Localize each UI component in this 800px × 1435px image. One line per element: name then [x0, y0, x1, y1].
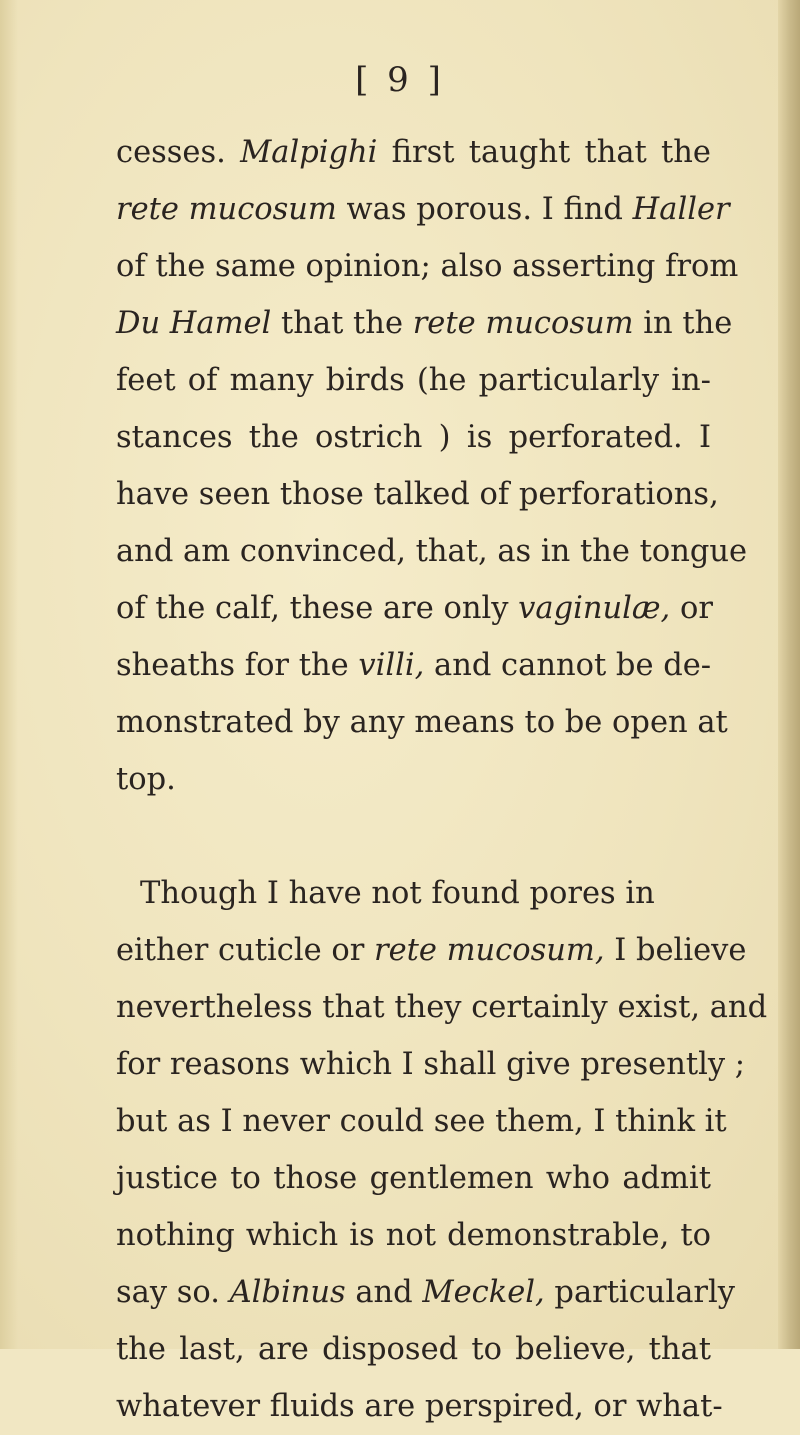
italic-term: Malpighi: [240, 135, 378, 170]
text-line: [116, 238, 739, 295]
text-run: first taught that the: [377, 135, 711, 170]
text-run: of the calf, these are only: [116, 591, 519, 626]
italic-term: vaginulæ,: [518, 591, 671, 626]
text-line: [116, 1378, 723, 1435]
text-line: [116, 751, 711, 808]
text-run: or: [670, 591, 713, 626]
text-line: [116, 1207, 711, 1264]
text-line: [116, 580, 711, 637]
body-text: [116, 124, 768, 1435]
text-line: [116, 1150, 711, 1207]
text-line: [116, 637, 711, 694]
italic-term: Albinus: [229, 1275, 346, 1310]
text-run: whatever fluids are perspired, or what-: [116, 1389, 723, 1424]
page-number: [ 9 ]: [355, 60, 445, 100]
paragraph-2: [116, 865, 768, 1435]
text-line: [116, 124, 711, 181]
text-run: that the: [271, 306, 413, 341]
text-run: of the same opinion; also asserting from: [116, 249, 739, 284]
text-line: [116, 181, 730, 238]
text-line: [116, 1093, 727, 1150]
text-run: cesses.: [116, 135, 241, 170]
text-run: and: [345, 1275, 423, 1310]
text-line: [116, 694, 728, 751]
text-line: [116, 1036, 746, 1093]
text-run: nevertheless that they certainly exist, and: [116, 990, 768, 1025]
text-run: feet of many birds (he particularly in-: [116, 363, 711, 398]
text-line: [116, 1264, 735, 1321]
text-run: sheaths for the: [116, 648, 359, 683]
text-line: [116, 523, 748, 580]
text-run: particularly: [544, 1275, 735, 1310]
text-line: [116, 352, 711, 409]
text-line: [116, 865, 711, 922]
paragraph-1: [116, 124, 748, 808]
text-run: Though I have not found pores in: [140, 876, 655, 911]
text-run: and cannot be de-: [424, 648, 712, 683]
text-line: [116, 979, 768, 1036]
text-run: the last, are disposed to believe, that: [116, 1332, 711, 1367]
text-line: [116, 409, 711, 466]
italic-term: Meckel,: [422, 1275, 545, 1310]
text-run: in the: [633, 306, 733, 341]
page-edge-shadow: [778, 0, 800, 1349]
text-run: top.: [116, 762, 176, 797]
text-run: and am convinced, that, as in the tongue: [116, 534, 748, 569]
text-run: have seen those talked of perforations,: [116, 477, 719, 512]
italic-term: rete mucosum: [412, 306, 634, 341]
italic-term: Du Hamel: [116, 306, 272, 341]
text-run: but as I never could see them, I think it: [116, 1104, 727, 1139]
text-run: monstrated by any means to be open at: [116, 705, 728, 740]
text-line: [116, 466, 719, 523]
italic-term: Haller: [632, 192, 730, 227]
page-gutter-shadow: [0, 0, 18, 1349]
paragraph-break: [116, 808, 711, 865]
text-run: either cuticle or: [116, 933, 374, 968]
text-run: nothing which is not demonstrable, to: [116, 1218, 711, 1253]
text-run: I believe: [604, 933, 747, 968]
text-run: was porous. I find: [336, 192, 633, 227]
text-run: for reasons which I shall give presently ;: [116, 1047, 746, 1082]
italic-term: rete mucosum,: [373, 933, 605, 968]
text-run: justice to those gentlemen who admit: [116, 1161, 711, 1196]
italic-term: rete mucosum: [116, 192, 337, 227]
text-line: [116, 295, 733, 352]
text-line: [116, 922, 747, 979]
text-line: [116, 1321, 711, 1378]
text-run: say so.: [116, 1275, 230, 1310]
text-run: stances the ostrich ) is perforated. I: [116, 420, 711, 455]
italic-term: villi,: [358, 648, 425, 683]
